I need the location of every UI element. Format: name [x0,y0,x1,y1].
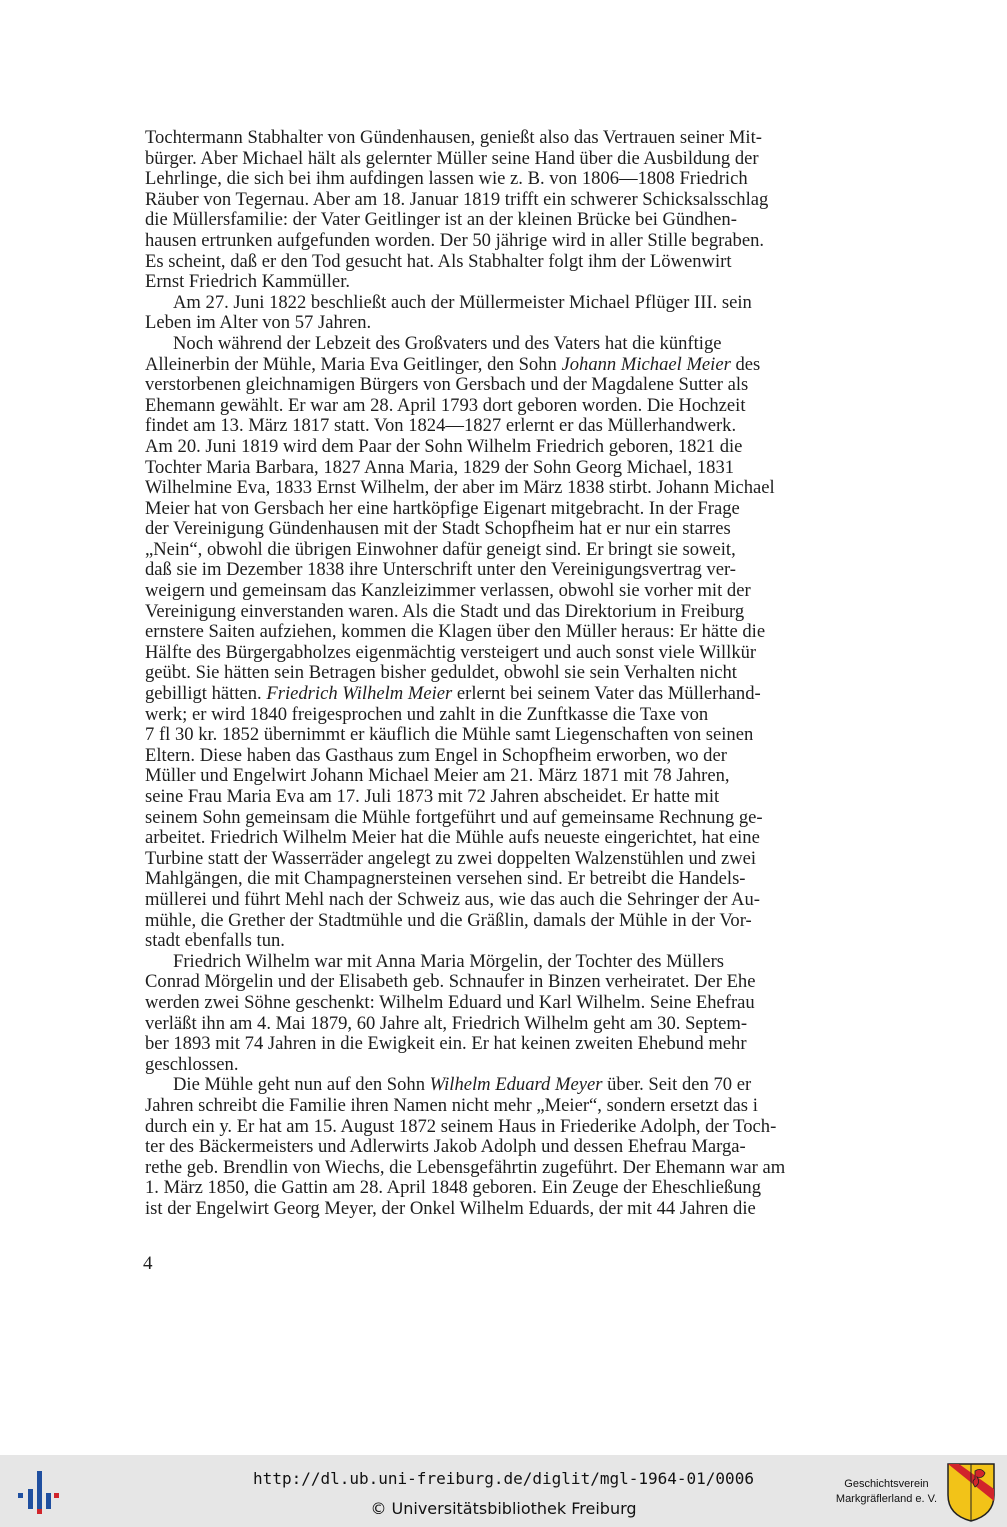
text-line: Wilhelmine Eva, 1833 Ernst Wilhelm, der aber im März 1838 stirbt. Johann Michael [145,477,775,499]
text-line: verstorbenen gleichnamigen Bürgers von Gersbach und der Magdalene Sutter als [145,374,749,396]
text-line: Müller und Engelwirt Johann Michael Meier am 21. März 1871 mit 78 Jahren, [145,765,730,787]
text-line: Noch während der Lebzeit des Großvaters und des Vaters hat die künftige [173,332,722,354]
italic-name: Johann Michael Meier [561,353,731,375]
text-line: „Nein“, obwohl die übrigen Einwohner dafür geneigt sind. Er bringt sie soweit, [145,538,736,560]
text-line: ter des Bäckermeisters und Adlerwirts Jakob Adolph und dessen Ehefrau Marga- [145,1136,746,1158]
society-name [836,1477,937,1507]
text-line: ist der Engelwirt Georg Meyer, der Onkel Wilhelm Eduards, der mit 44 Jahren die [145,1197,756,1219]
text-line: geübt. Sie hätten sein Betragen bisher geduldet, obwohl sie sein Verhalten nicht [145,662,737,684]
text-line: ernstere Saiten aufziehen, kommen die Klagen über den Müller heraus: Er hätte die [145,621,766,643]
text-line: Alleinerbin der Mühle, Maria Eva Geitlinger, den Sohn Johann Michael Meier des [145,353,761,375]
text-line: gebilligt hätten. Friedrich Wilhelm Meier erlernt bei seinem Vater das Müllerhand- [145,683,761,705]
text-line: daß sie im Dezember 1838 ihre Unterschrift unter den Vereinigungsvertrag ver- [145,559,736,581]
text-line: Tochter Maria Barbara, 1827 Anna Maria, 1829 der Sohn Georg Michael, 1831 [145,456,735,478]
page-number: 4 [143,1253,153,1274]
paragraph [145,952,867,1076]
text-line: mühle, die Grether der Stadtmühle und die Gräßlin, damals der Mühle in der Vor- [145,909,752,931]
footer-url-link[interactable]: http://dl.ub.uni-freiburg.de/diglit/mgl-1964-01/0006 [253,1469,754,1488]
society-name-line1: Geschichtsverein [844,1478,929,1490]
text-line: seine Frau Maria Eva am 17. Juli 1873 mit 72 Jahren abscheidet. Er hatte mit [145,786,720,807]
text-line: Meier hat von Gersbach her eine hartköpfige Eigenart mitgebracht. In der Frage [145,497,740,519]
text-line: Ehemann gewählt. Er war am 28. April 1793 dort geboren worden. Die Hochzeit [145,394,746,416]
footer-copyright: © Universitätsbibliothek Freiburg [370,1499,637,1518]
text-line: die Müllersfamilie: der Vater Geitlinger ist an der kleinen Brücke bei Gündhen- [145,209,737,231]
italic-name: Friedrich Wilhelm Meier [266,683,453,705]
text-line: Leben im Alter von 57 Jahren. [145,312,372,334]
text-line: durch ein y. Er hat am 15. August 1872 seinem Haus in Friederike Adolph, der Toch- [145,1115,777,1137]
text-line: Jahren schreibt die Familie ihren Namen nicht mehr „Meier“, sondern ersetzt das i [145,1094,758,1116]
text-line: weigern und gemeinsam das Kanzleizimmer verlassen, obwohl sie vorher mit der [145,580,751,602]
coat-of-arms-icon [945,1461,997,1523]
text-line: findet am 13. März 1817 statt. Von 1824—1827 erlernt er das Müllerhandwerk. [145,415,737,437]
text-line: der Vereinigung Gündenhausen mit der Stadt Schopfheim hat er nur ein starres [145,518,731,540]
text-line: Vereinigung einverstanden waren. Als die Stadt und das Direktorium in Freiburg [145,600,745,622]
text-line: Friedrich Wilhelm war mit Anna Maria Mörgelin, der Tochter des Müllers [173,950,724,972]
paragraph [145,334,867,952]
text-line: Lehrlinge, die sich bei ihm aufdingen lassen wie z. B. von 1806—1808 Friedrich [145,168,748,190]
text-line: müllerei und führt Mehl nach der Schweiz aus, wie das auch die Sehringer der Au- [145,888,760,910]
text-line: Ernst Friedrich Kammüller. [145,271,351,293]
paragraph [145,293,867,334]
text-line: Conrad Mörgelin und der Elisabeth geb. Schnaufer in Binzen verheiratet. Der Ehe [145,971,756,993]
text-line: Am 27. Juni 1822 beschließt auch der Müllermeister Michael Pflüger III. sein [173,291,752,313]
text-line: seinem Sohn gemeinsam die Mühle fortgeführt und auf gemeinsame Rechnung ge- [145,806,763,828]
text-line: Räuber von Tegernau. Aber am 18. Januar 1819 trifft ein schwerer Schicksalsschlag [145,188,769,210]
footer-bar [0,1455,1007,1527]
text-line: Es scheint, daß er den Tod gesucht hat. Als Stabhalter folgt ihm der Löwenwirt [145,250,732,272]
text-line: werden zwei Söhne geschenkt: Wilhelm Eduard und Karl Wilhelm. Seine Ehefrau [145,991,755,1013]
paragraph [145,128,867,293]
text-line: Eltern. Diese haben das Gasthaus zum Engel in Schopfheim erworben, wo der [145,744,727,766]
text-line: stadt ebenfalls tun. [145,930,285,952]
society-name-line2: Markgräflerland e. V. [835,1493,937,1505]
text-line: Hälfte des Bürgergabholzes eigenmächtig versteigert und auch sonst viele Willkür [145,641,757,663]
text-line: ber 1893 mit 74 Jahren in die Ewigkeit ein. Er hat keinen zweiten Ehebund mehr [145,1033,747,1055]
text-line: Turbine statt der Wasserräder angelegt zu zwei doppelten Walzenstühlen und zwei [145,847,757,869]
italic-name: Wilhelm Eduard Meyer [429,1074,603,1096]
text-line: 7 fl 30 kr. 1852 übernimmt er käuflich die Mühle samt Liegenschaften von seinen [145,724,754,746]
text-line: werk; er wird 1840 freigesprochen und zahlt in die Zunftkasse die Taxe von [145,703,709,725]
text-line: hausen ertrunken aufgefunden worden. Der 50 jährige wird in aller Stille begraben. [145,229,765,251]
text-line: geschlossen. [145,1053,239,1075]
text-line: arbeitet. Friedrich Wilhelm Meier hat die Mühle aufs neueste eingerichtet, hat eine [145,827,760,849]
text-line: bürger. Aber Michael hält als gelernter Müller seine Hand über die Ausbildung der [145,147,759,169]
text-line: Tochtermann Stabhalter von Gündenhausen, genießt also das Vertrauen seiner Mit- [145,127,762,148]
page-body-text [145,128,867,1219]
text-line: Die Mühle geht nun auf den Sohn Wilhelm Eduard Meyer über. Seit den 70 er [173,1074,752,1096]
text-line: Am 20. Juni 1819 wird dem Paar der Sohn Wilhelm Friedrich geboren, 1821 die [145,435,743,457]
paragraph [145,1075,867,1219]
text-line: rethe geb. Brendlin von Wiechs, die Lebensgefährtin zugeführt. Der Ehemann war am [145,1156,786,1178]
text-line: verläßt ihn am 4. Mai 1879, 60 Jahre alt, Friedrich Wilhelm geht am 30. Septem- [145,1012,748,1034]
text-line: 1. März 1850, die Gattin am 28. April 1848 geboren. Ein Zeuge der Eheschließung [145,1177,762,1199]
text-line: Mahlgängen, die mit Champagnersteinen versehen sind. Er betreibt die Handels- [145,868,746,890]
